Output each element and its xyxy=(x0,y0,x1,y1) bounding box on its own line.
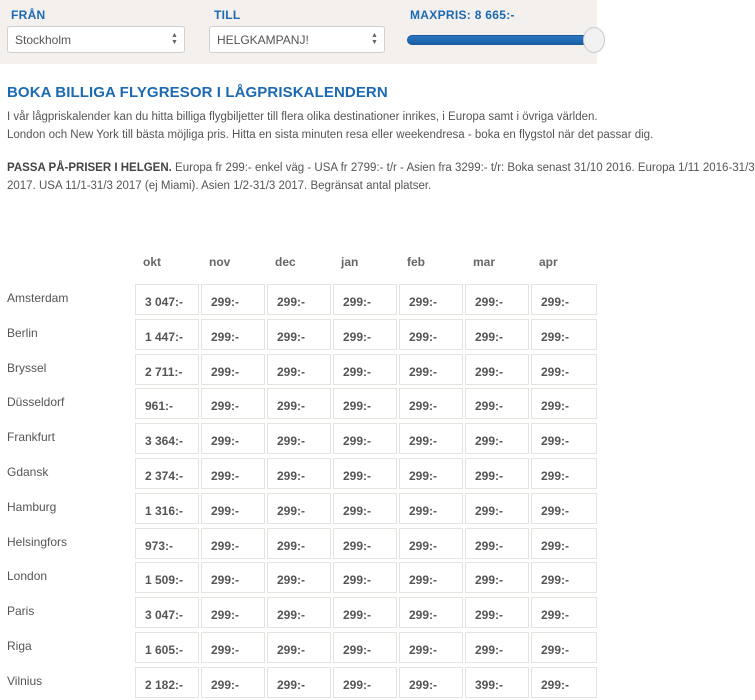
price-cell[interactable]: 299:- xyxy=(399,354,463,385)
month-header-feb: feb xyxy=(407,255,425,269)
month-header-nov: nov xyxy=(209,255,231,269)
price-cell[interactable]: 299:- xyxy=(465,423,529,454)
price-cell[interactable]: 299:- xyxy=(267,562,331,593)
price-cell[interactable]: 299:- xyxy=(399,528,463,559)
select-arrows-icon: ▲ ▼ xyxy=(371,32,378,46)
price-cell[interactable]: 299:- xyxy=(267,667,331,698)
price-cell[interactable]: 299:- xyxy=(465,319,529,350)
destination-label: Hamburg xyxy=(7,499,57,514)
price-cell[interactable]: 299:- xyxy=(333,597,397,628)
price-cell[interactable]: 299:- xyxy=(465,562,529,593)
price-cell[interactable]: 299:- xyxy=(267,528,331,559)
price-cell[interactable]: 299:- xyxy=(333,632,397,663)
price-cell[interactable]: 299:- xyxy=(465,284,529,315)
price-cell[interactable]: 299:- xyxy=(531,284,597,315)
price-cell[interactable]: 299:- xyxy=(531,632,597,663)
price-cell[interactable]: 299:- xyxy=(399,597,463,628)
price-cell[interactable]: 299:- xyxy=(201,632,265,663)
destination-label: Paris xyxy=(7,604,35,619)
campaign-headline: PASSA PÅ-PRISER I HELGEN. xyxy=(7,162,172,174)
maxprice-slider-track[interactable] xyxy=(407,35,593,45)
price-cell[interactable]: 299:- xyxy=(399,562,463,593)
price-cell[interactable]: 299:- xyxy=(201,423,265,454)
destination-label: Amsterdam xyxy=(7,291,69,305)
price-cell[interactable]: 299:- xyxy=(201,354,265,385)
to-select[interactable] xyxy=(209,26,385,53)
to-select-value: HELGKAMPANJ! xyxy=(217,33,309,47)
price-cell[interactable]: 299:- xyxy=(333,493,397,524)
price-cell[interactable]: 299:- xyxy=(201,562,265,593)
price-cell[interactable]: 299:- xyxy=(399,458,463,489)
filter-bar xyxy=(0,0,597,64)
month-header-okt: okt xyxy=(143,255,161,269)
price-cell[interactable]: 3 047:- xyxy=(135,597,199,628)
to-label: TILL xyxy=(214,8,241,22)
destination-label: Berlin xyxy=(7,325,38,340)
price-cell[interactable]: 299:- xyxy=(267,354,331,385)
campaign-paragraph-line-2: 2017. USA 11/1-31/3 2017 (ej Miami). Asien 1/2-31/3 2017. Begränsat antal platser. xyxy=(7,180,432,192)
month-header-jan: jan xyxy=(341,255,359,269)
price-cell[interactable]: 299:- xyxy=(465,388,529,419)
price-cell[interactable]: 299:- xyxy=(267,423,331,454)
destination-label: Frankfurt xyxy=(7,430,56,445)
price-cell[interactable]: 299:- xyxy=(531,423,597,454)
destination-label: Düsseldorf xyxy=(7,395,65,410)
price-cell[interactable]: 299:- xyxy=(531,667,597,698)
month-header-dec: dec xyxy=(275,255,296,269)
page-title: BOKA BILLIGA FLYGRESOR I LÅGPRISKALENDERN xyxy=(7,84,388,101)
intro-paragraph-line-2: London och New York till bästa möjliga pris. Hitta en sista minuten resa eller weekendresa - boka en flygstol när det passar dig. xyxy=(7,129,654,141)
price-cell[interactable]: 299:- xyxy=(333,284,397,315)
price-cell[interactable]: 299:- xyxy=(333,528,397,559)
price-cell[interactable]: 299:- xyxy=(201,667,265,698)
price-cell[interactable]: 299:- xyxy=(201,493,265,524)
price-cell[interactable]: 1 316:- xyxy=(135,493,199,524)
price-cell[interactable]: 299:- xyxy=(399,319,463,350)
price-cell[interactable]: 299:- xyxy=(465,528,529,559)
price-cell[interactable]: 299:- xyxy=(267,458,331,489)
campaign-text: Europa fr 299:- enkel väg - USA fr 2799:- t/r - Asien fra 3299:- t/r: Boka senast 31/10 2016. Europa 1/11 2016-31/3 xyxy=(171,162,755,174)
select-arrows-icon: ▲ ▼ xyxy=(171,32,178,46)
price-cell[interactable]: 299:- xyxy=(465,458,529,489)
price-cell[interactable]: 3 047:- xyxy=(135,284,199,315)
price-cell[interactable]: 961:- xyxy=(135,388,199,419)
price-cell[interactable]: 299:- xyxy=(333,388,397,419)
price-cell[interactable]: 299:- xyxy=(399,284,463,315)
from-label: FRÅN xyxy=(11,8,46,22)
price-cell[interactable]: 299:- xyxy=(531,458,597,489)
price-cell[interactable]: 3 364:- xyxy=(135,423,199,454)
destination-label: Helsingfors xyxy=(7,534,68,549)
intro-paragraph-line-1: I vår lågpriskalender kan du hitta billiga flygbiljetter till flera olika destinationer inrikes, i Europa samt i övriga världen. xyxy=(7,111,598,123)
price-cell[interactable]: 299:- xyxy=(399,632,463,663)
maxprice-label: MAXPRIS: 8 665:- xyxy=(410,8,515,22)
price-cell[interactable]: 299:- xyxy=(399,493,463,524)
price-cell[interactable]: 1 509:- xyxy=(135,562,199,593)
price-cell[interactable]: 299:- xyxy=(465,597,529,628)
price-cell[interactable]: 299:- xyxy=(201,528,265,559)
price-cell[interactable]: 2 374:- xyxy=(135,458,199,489)
from-select[interactable] xyxy=(7,26,185,53)
price-cell[interactable]: 299:- xyxy=(333,667,397,698)
month-header-apr: apr xyxy=(539,255,558,269)
price-cell[interactable]: 299:- xyxy=(531,388,597,419)
price-cell[interactable]: 299:- xyxy=(333,562,397,593)
price-cell[interactable]: 299:- xyxy=(399,388,463,419)
price-cell[interactable]: 299:- xyxy=(267,493,331,524)
price-cell[interactable]: 299:- xyxy=(531,354,597,385)
price-cell[interactable]: 299:- xyxy=(267,284,331,315)
price-cell[interactable]: 299:- xyxy=(531,597,597,628)
price-cell[interactable]: 973:- xyxy=(135,528,199,559)
destination-label: Bryssel xyxy=(7,360,47,375)
price-cell[interactable]: 299:- xyxy=(531,528,597,559)
price-cell[interactable]: 299:- xyxy=(465,632,529,663)
price-cell[interactable]: 299:- xyxy=(399,423,463,454)
price-cell[interactable]: 299:- xyxy=(201,597,265,628)
destination-label: London xyxy=(7,569,48,584)
price-cell[interactable]: 299:- xyxy=(333,354,397,385)
destination-label: Riga xyxy=(7,639,32,653)
destination-label: Vilnius xyxy=(7,673,43,688)
price-cell[interactable]: 2 182:- xyxy=(135,667,199,698)
price-cell[interactable]: 299:- xyxy=(333,458,397,489)
price-cell[interactable]: 299:- xyxy=(399,667,463,698)
price-cell[interactable]: 299:- xyxy=(201,284,265,315)
price-cell[interactable]: 299:- xyxy=(333,319,397,350)
destination-label: Gdansk xyxy=(7,465,49,479)
price-cell[interactable]: 1 605:- xyxy=(135,632,199,663)
price-cell[interactable]: 299:- xyxy=(201,388,265,419)
price-cell[interactable]: 299:- xyxy=(465,354,529,385)
campaign-paragraph-line-1 xyxy=(7,159,755,177)
price-cell[interactable]: 299:- xyxy=(531,493,597,524)
from-select-value: Stockholm xyxy=(15,33,72,47)
price-cell[interactable]: 299:- xyxy=(267,388,331,419)
price-cell[interactable]: 299:- xyxy=(531,562,597,593)
price-cell[interactable]: 2 711:- xyxy=(135,354,199,385)
price-cell[interactable]: 299:- xyxy=(201,319,265,350)
month-header-mar: mar xyxy=(473,255,496,269)
price-cell[interactable]: 1 447:- xyxy=(135,319,199,350)
maxprice-slider-handle[interactable] xyxy=(583,27,605,53)
price-cell[interactable]: 299:- xyxy=(201,458,265,489)
price-cell[interactable]: 399:- xyxy=(465,667,529,698)
price-cell[interactable]: 299:- xyxy=(267,319,331,350)
price-cell[interactable]: 299:- xyxy=(465,493,529,524)
price-cell[interactable]: 299:- xyxy=(333,423,397,454)
price-cell[interactable]: 299:- xyxy=(531,319,597,350)
price-cell[interactable]: 299:- xyxy=(267,632,331,663)
price-cell[interactable]: 299:- xyxy=(267,597,331,628)
